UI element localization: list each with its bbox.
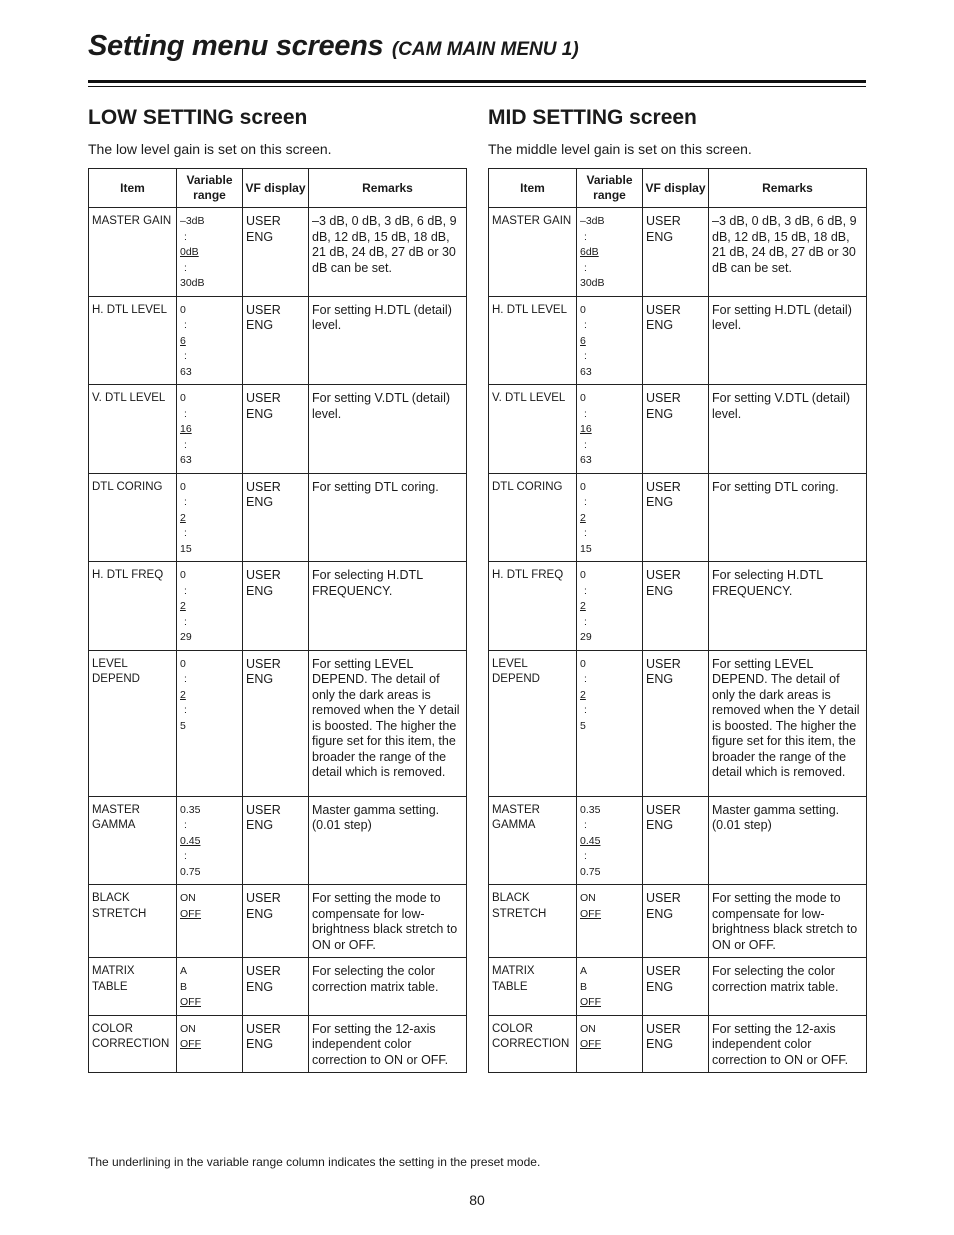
col-header-item: Item xyxy=(89,169,177,208)
vf-display-value: ENG xyxy=(646,818,674,832)
range-separator: : xyxy=(184,496,187,508)
item-cell xyxy=(489,562,577,651)
footnote: The underlining in the variable range column indicates the setting in the preset mode. xyxy=(88,1155,541,1169)
range-value: 0 xyxy=(180,657,186,670)
item-label-line: H. DTL LEVEL xyxy=(92,303,167,316)
vf-display-cell xyxy=(643,385,709,474)
vf-display-value: USER xyxy=(646,391,681,405)
table-row xyxy=(89,885,467,958)
table-row xyxy=(89,473,467,562)
vf-display-value: USER xyxy=(246,891,281,905)
item-label-line: GAMMA xyxy=(492,819,536,831)
range-separator: : xyxy=(184,704,187,716)
range-value: A xyxy=(580,965,588,977)
col-header-item: Item xyxy=(489,169,577,208)
vf-display-value: ENG xyxy=(246,672,274,686)
range-separator: : xyxy=(184,261,187,274)
table-row xyxy=(89,1015,467,1073)
item-label-line: DTL CORING xyxy=(92,480,163,493)
variable-range-cell xyxy=(577,885,643,958)
vf-display-value: USER xyxy=(646,1021,681,1036)
remarks-cell: For setting the 12-axis independent color correction to ON or OFF. xyxy=(309,1015,467,1073)
vf-display-value: USER xyxy=(646,568,681,582)
vf-display-value: ENG xyxy=(646,583,674,598)
remarks-cell: For selecting H.DTL FREQUENCY. xyxy=(709,562,867,651)
remarks-cell: For selecting the color correction matrix table. xyxy=(309,958,467,1016)
range-separator: : xyxy=(584,850,587,862)
preset-value: 2 xyxy=(580,688,586,701)
vf-display-value: ENG xyxy=(246,318,274,332)
low-setting-section xyxy=(88,104,466,1067)
item-label-line: BLACK xyxy=(92,892,130,904)
table-row xyxy=(89,385,467,474)
range-value: 63 xyxy=(580,365,592,378)
table-row xyxy=(89,208,467,297)
vf-display-value: ENG xyxy=(646,906,674,921)
range-value: 0 xyxy=(580,303,586,316)
range-separator: : xyxy=(584,438,587,451)
variable-range-cell xyxy=(577,562,643,651)
preset-value: OFF xyxy=(580,1038,601,1050)
variable-range-cell xyxy=(177,562,243,651)
variable-range-cell xyxy=(177,650,243,796)
range-value: B xyxy=(580,980,588,993)
low-setting-description: The low level gain is set on this screen. xyxy=(88,141,332,157)
item-label-line: H. DTL FREQ xyxy=(492,569,564,581)
item-cell xyxy=(89,562,177,651)
col-header-vf-display: VF display xyxy=(643,169,709,208)
item-label-line: H. DTL FREQ xyxy=(92,569,164,581)
vf-display-value: USER xyxy=(246,302,281,317)
range-value: 0 xyxy=(180,392,186,404)
vf-display-value: ENG xyxy=(246,818,274,832)
remarks-cell: For setting LEVEL DEPEND. The detail of only the dark areas is removed when the Y detail is boosted. The higher the figure set for this item, the broader the range of the detail which is removed. xyxy=(309,650,467,796)
range-value: –3dB xyxy=(180,215,205,227)
range-value: 0.75 xyxy=(580,865,601,878)
range-separator: : xyxy=(184,438,187,451)
page-title: Setting menu screens xyxy=(88,30,384,62)
item-label-line: BLACK xyxy=(492,892,530,904)
vf-display-value: USER xyxy=(246,1021,281,1036)
preset-value: OFF xyxy=(180,996,201,1008)
item-cell xyxy=(489,296,577,385)
table-row xyxy=(489,958,867,1016)
range-value: 0.75 xyxy=(180,865,201,878)
item-label-line: CORRECTION xyxy=(492,1038,570,1050)
vf-display-value: USER xyxy=(646,214,681,228)
vf-display-value: USER xyxy=(646,656,681,671)
vf-display-cell xyxy=(243,958,309,1016)
range-separator: : xyxy=(584,673,587,685)
range-value: 0 xyxy=(580,569,586,581)
range-value: A xyxy=(180,965,188,977)
mid-setting-heading: MID SETTING screen xyxy=(488,106,697,129)
variable-range-cell xyxy=(177,1015,243,1073)
vf-display-value: USER xyxy=(246,214,281,228)
vf-display-value: ENG xyxy=(646,318,674,332)
item-label-line: MASTER xyxy=(92,803,140,816)
table-row xyxy=(89,796,467,885)
remarks-cell: For setting DTL coring. xyxy=(309,473,467,562)
table-header-row xyxy=(489,169,867,208)
item-label-line: GAMMA xyxy=(92,819,136,831)
preset-value: OFF xyxy=(180,1038,201,1050)
remarks-cell: For setting LEVEL DEPEND. The detail of only the dark areas is removed when the Y detail is boosted. The higher the figure set for this item, the broader the range of the detail which is removed. xyxy=(709,650,867,796)
preset-value: OFF xyxy=(180,907,201,920)
vf-display-cell xyxy=(243,296,309,385)
range-value: 63 xyxy=(180,454,192,466)
item-cell xyxy=(489,885,577,958)
table-row xyxy=(89,562,467,651)
range-value: 29 xyxy=(580,631,592,643)
variable-range-cell xyxy=(577,1015,643,1073)
range-separator: : xyxy=(184,584,187,597)
vf-display-value: USER xyxy=(646,302,681,317)
vf-display-cell xyxy=(243,650,309,796)
preset-value: 16 xyxy=(180,423,192,435)
preset-value: 2 xyxy=(180,600,186,612)
range-separator: : xyxy=(584,261,587,274)
item-label-line: STRETCH xyxy=(92,907,147,920)
item-cell xyxy=(489,208,577,297)
vf-display-value: ENG xyxy=(246,979,274,994)
range-separator: : xyxy=(584,319,587,331)
range-value: 0 xyxy=(180,569,186,581)
col-header-variable-range: Variable range xyxy=(177,169,243,208)
range-value: 0.35 xyxy=(180,803,201,816)
preset-value: OFF xyxy=(580,907,601,920)
remarks-cell: For setting DTL coring. xyxy=(709,473,867,562)
range-value: 63 xyxy=(180,365,192,378)
vf-display-value: ENG xyxy=(646,979,674,994)
item-label-line: CORRECTION xyxy=(92,1038,170,1050)
remarks-cell: For selecting H.DTL FREQUENCY. xyxy=(309,562,467,651)
col-header-vf-display: VF display xyxy=(243,169,309,208)
range-value: 30dB xyxy=(580,277,605,289)
table-row xyxy=(89,650,467,796)
variable-range-cell xyxy=(577,958,643,1016)
range-separator: : xyxy=(584,407,587,420)
range-value: 29 xyxy=(180,631,192,643)
variable-range-cell xyxy=(177,473,243,562)
item-label-line: MASTER GAIN xyxy=(92,215,172,227)
vf-display-value: USER xyxy=(246,964,281,978)
item-label-line: MASTER GAIN xyxy=(492,215,572,227)
vf-display-cell xyxy=(643,650,709,796)
remarks-cell: For setting the mode to compensate for low-brightness black stretch to ON or OFF. xyxy=(709,885,867,958)
item-cell xyxy=(489,1015,577,1073)
table-row xyxy=(489,296,867,385)
item-cell xyxy=(89,958,177,1016)
vf-display-value: ENG xyxy=(246,495,274,509)
vf-display-value: ENG xyxy=(246,906,274,921)
vf-display-cell xyxy=(643,796,709,885)
vf-display-value: USER xyxy=(646,964,681,978)
range-value: 0.35 xyxy=(580,803,601,816)
variable-range-cell xyxy=(177,885,243,958)
table-row xyxy=(489,650,867,796)
page-subtitle: (CAM MAIN MENU 1) xyxy=(391,39,579,60)
vf-display-cell xyxy=(643,1015,709,1073)
table-row xyxy=(489,208,867,297)
page-number: 80 xyxy=(469,1192,485,1208)
preset-value: 0dB xyxy=(180,246,199,258)
vf-display-value: ENG xyxy=(646,495,674,509)
range-value: ON xyxy=(180,892,196,904)
mid-setting-table xyxy=(488,168,867,1073)
preset-value: 2 xyxy=(180,511,186,524)
variable-range-cell xyxy=(577,796,643,885)
preset-value: 2 xyxy=(580,600,586,612)
item-label-line: COLOR xyxy=(92,1022,133,1035)
vf-display-value: ENG xyxy=(646,406,674,421)
remarks-cell: For selecting the color correction matrix table. xyxy=(709,958,867,1016)
preset-value: 6dB xyxy=(580,246,599,258)
vf-display-value: ENG xyxy=(246,406,274,421)
mid-setting-section xyxy=(488,104,866,1067)
vf-display-value: USER xyxy=(246,802,281,817)
vf-display-value: USER xyxy=(246,391,281,405)
variable-range-cell xyxy=(177,296,243,385)
vf-display-cell xyxy=(643,562,709,651)
range-value: ON xyxy=(180,1022,196,1035)
range-separator: : xyxy=(184,819,187,831)
range-value: 30dB xyxy=(180,277,205,289)
vf-display-cell xyxy=(643,208,709,297)
range-separator: : xyxy=(584,704,587,716)
vf-display-cell xyxy=(243,796,309,885)
preset-value: 2 xyxy=(580,511,586,524)
vf-display-value: ENG xyxy=(646,672,674,686)
item-label-line: MATRIX TABLE xyxy=(92,965,135,993)
page-header xyxy=(88,30,866,63)
preset-value: 0.45 xyxy=(580,834,601,847)
item-cell xyxy=(89,1015,177,1073)
item-cell xyxy=(489,958,577,1016)
range-value: 0 xyxy=(580,480,586,493)
item-label-line: COLOR xyxy=(492,1022,533,1035)
range-separator: : xyxy=(184,615,187,628)
range-value: ON xyxy=(580,1022,596,1035)
remarks-cell: Master gamma setting. (0.01 step) xyxy=(309,796,467,885)
vf-display-value: USER xyxy=(246,568,281,582)
vf-display-value: ENG xyxy=(246,229,274,244)
table-row xyxy=(489,1015,867,1073)
vf-display-cell xyxy=(243,208,309,297)
col-header-remarks: Remarks xyxy=(709,169,867,208)
range-separator: : xyxy=(184,407,187,420)
remarks-cell: For setting V.DTL (detail) level. xyxy=(309,385,467,474)
item-cell xyxy=(489,385,577,474)
range-value: B xyxy=(180,980,188,993)
header-rule-thick xyxy=(88,80,866,83)
remarks-cell: For setting the mode to compensate for low-brightness black stretch to ON or OFF. xyxy=(309,885,467,958)
item-label-line: V. DTL LEVEL xyxy=(92,392,166,404)
item-label-line: STRETCH xyxy=(492,907,547,920)
range-separator: : xyxy=(184,850,187,862)
preset-value: 6 xyxy=(580,334,586,347)
variable-range-cell xyxy=(577,650,643,796)
variable-range-cell xyxy=(177,958,243,1016)
low-setting-table xyxy=(88,168,467,1073)
item-cell xyxy=(489,796,577,885)
item-label-line: V. DTL LEVEL xyxy=(492,392,566,404)
vf-display-cell xyxy=(243,562,309,651)
item-cell xyxy=(89,208,177,297)
range-value: 5 xyxy=(180,719,186,732)
remarks-cell: For setting the 12-axis independent color correction to ON or OFF. xyxy=(709,1015,867,1073)
table-row xyxy=(89,296,467,385)
item-label-line: MASTER xyxy=(492,803,540,816)
range-separator: : xyxy=(584,527,587,539)
item-cell xyxy=(89,385,177,474)
mid-setting-description: The middle level gain is set on this screen. xyxy=(488,141,752,157)
remarks-cell: –3 dB, 0 dB, 3 dB, 6 dB, 9 dB, 12 dB, 15 dB, 18 dB, 21 dB, 24 dB, 27 dB or 30 dB can be set. xyxy=(309,208,467,297)
range-value: 63 xyxy=(580,454,592,466)
variable-range-cell xyxy=(577,473,643,562)
remarks-cell: Master gamma setting. (0.01 step) xyxy=(709,796,867,885)
variable-range-cell xyxy=(577,385,643,474)
table-row xyxy=(489,473,867,562)
table-row xyxy=(489,796,867,885)
variable-range-cell xyxy=(177,208,243,297)
vf-display-cell xyxy=(243,1015,309,1073)
item-label-line: MATRIX TABLE xyxy=(492,965,535,993)
range-value: 0 xyxy=(180,480,186,493)
preset-value: 16 xyxy=(580,423,592,435)
range-separator: : xyxy=(184,319,187,331)
remarks-cell: For setting H.DTL (detail) level. xyxy=(309,296,467,385)
item-cell xyxy=(489,473,577,562)
range-value: 15 xyxy=(580,542,592,555)
table-row xyxy=(489,885,867,958)
vf-display-value: ENG xyxy=(646,229,674,244)
col-header-remarks: Remarks xyxy=(309,169,467,208)
item-cell xyxy=(89,885,177,958)
remarks-cell: For setting V.DTL (detail) level. xyxy=(709,385,867,474)
variable-range-cell xyxy=(177,796,243,885)
variable-range-cell xyxy=(577,296,643,385)
item-label-line: H. DTL LEVEL xyxy=(492,303,567,316)
range-separator: : xyxy=(584,819,587,831)
vf-display-cell xyxy=(643,958,709,1016)
item-cell xyxy=(489,650,577,796)
range-value: ON xyxy=(580,892,596,904)
variable-range-cell xyxy=(577,208,643,297)
item-label-line: LEVEL DEPEND xyxy=(92,657,140,685)
remarks-cell: For setting H.DTL (detail) level. xyxy=(709,296,867,385)
range-separator: : xyxy=(584,615,587,628)
range-value: 5 xyxy=(580,719,586,732)
range-separator: : xyxy=(184,527,187,539)
col-header-variable-range: Variable range xyxy=(577,169,643,208)
item-label-line: LEVEL DEPEND xyxy=(492,657,540,685)
vf-display-cell xyxy=(643,296,709,385)
variable-range-cell xyxy=(177,385,243,474)
item-cell xyxy=(89,796,177,885)
vf-display-cell xyxy=(243,385,309,474)
range-separator: : xyxy=(584,350,587,362)
range-separator: : xyxy=(584,496,587,508)
header-rule-thin xyxy=(88,86,866,87)
range-value: 0 xyxy=(580,392,586,404)
vf-display-cell xyxy=(643,885,709,958)
range-value: 15 xyxy=(180,542,192,555)
item-cell xyxy=(89,473,177,562)
preset-value: 0.45 xyxy=(180,834,201,847)
range-separator: : xyxy=(184,350,187,362)
vf-display-value: USER xyxy=(246,656,281,671)
preset-value: 6 xyxy=(180,334,186,347)
range-value: –3dB xyxy=(580,215,605,227)
range-value: 0 xyxy=(180,303,186,316)
vf-display-value: USER xyxy=(246,479,281,494)
table-row xyxy=(489,562,867,651)
vf-display-cell xyxy=(243,885,309,958)
item-label-line: DTL CORING xyxy=(492,480,563,493)
item-cell xyxy=(89,296,177,385)
vf-display-value: USER xyxy=(646,891,681,905)
vf-display-value: ENG xyxy=(646,1037,674,1051)
range-separator: : xyxy=(584,584,587,597)
low-setting-heading: LOW SETTING screen xyxy=(88,106,308,129)
table-row xyxy=(489,385,867,474)
vf-display-value: USER xyxy=(646,802,681,817)
range-separator: : xyxy=(184,673,187,685)
range-value: 0 xyxy=(580,657,586,670)
vf-display-value: USER xyxy=(646,479,681,494)
vf-display-value: ENG xyxy=(246,1037,274,1051)
vf-display-cell xyxy=(643,473,709,562)
vf-display-value: ENG xyxy=(246,583,274,598)
preset-value: OFF xyxy=(580,996,601,1008)
vf-display-cell xyxy=(243,473,309,562)
table-row xyxy=(89,958,467,1016)
table-header-row xyxy=(89,169,467,208)
item-cell xyxy=(89,650,177,796)
range-separator: : xyxy=(184,230,187,243)
preset-value: 2 xyxy=(180,688,186,701)
remarks-cell: –3 dB, 0 dB, 3 dB, 6 dB, 9 dB, 12 dB, 15 dB, 18 dB, 21 dB, 24 dB, 27 dB or 30 dB can be set. xyxy=(709,208,867,297)
range-separator: : xyxy=(584,230,587,243)
